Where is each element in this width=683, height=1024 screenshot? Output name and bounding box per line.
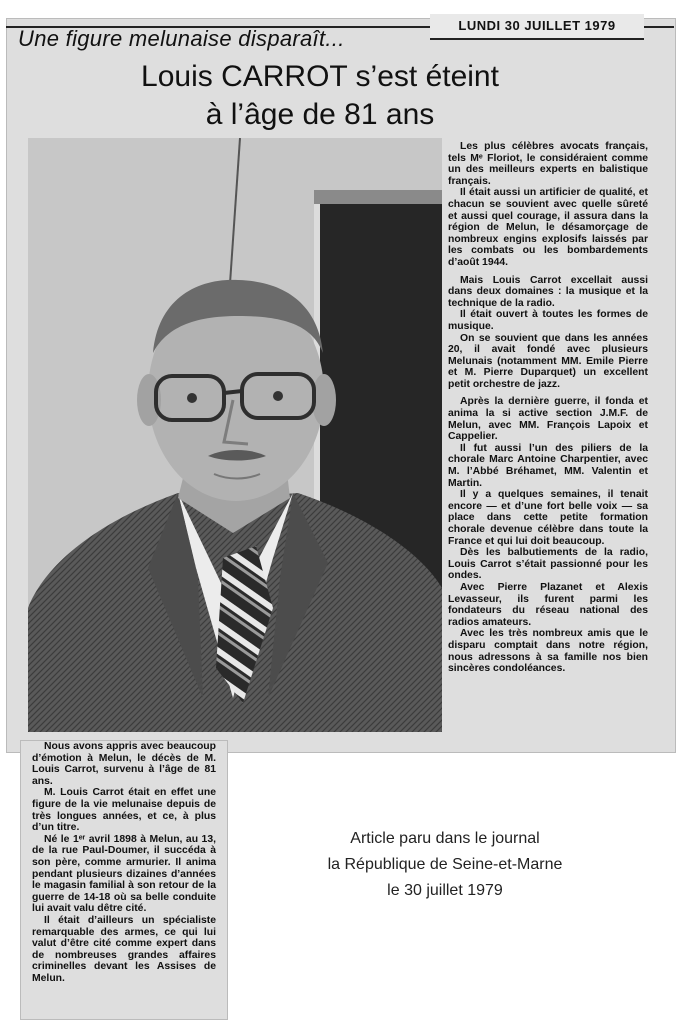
paragraph: Il fut aussi l’un des piliers de la chorale Marc Antoine Charpentier, avec M. l’Abbé Bréhamet, MM. Valentin et Martin. bbox=[448, 442, 648, 489]
paragraph: Mais Louis Carrot excellait aussi dans deux domaines : la musique et la technique de la radio. bbox=[448, 274, 648, 309]
paragraph: Il était d’ailleurs un spécialiste remarquable des armes, ce qui lui valut d’être cité comme expert dans de nombreuses grandes affaires criminelles devant les Assises de Melun. bbox=[32, 914, 216, 984]
paragraph: On se souvient que dans les années 20, il avait fondé avec plusieurs Melunais (notamment MM. Emile Pierre et M. Pierre Duparquet) un excellent petit orchestre de jazz. bbox=[448, 332, 648, 390]
issue-date: LUNDI 30 JUILLET 1979 bbox=[430, 14, 644, 40]
paragraph: M. Louis Carrot était en effet une figure de la vie melunaise depuis de très longues années, et ce, à plus d’un titre. bbox=[32, 787, 216, 834]
headline bbox=[40, 58, 600, 134]
header-rule-right bbox=[644, 26, 674, 28]
paragraph: Il était ouvert à toutes les formes de musique. bbox=[448, 309, 648, 332]
paragraph: Nous avons appris avec beaucoup d’émotion à Melun, le décès de M. Louis Carrot, survenu à l’âge de 81 ans. bbox=[32, 741, 216, 787]
paragraph: Les plus célèbres avocats français, tels Mᵉ Floriot, le considéraient comme un des meilleurs experts en balistique français. bbox=[448, 141, 648, 187]
portrait-photo bbox=[28, 138, 442, 732]
paragraph: Il y a quelques semaines, il tenait encore — et d’une fort belle voix — sa place dans cette petite formation chorale devenue célèbre dans toute la France et qui lui doit beaucoup. bbox=[448, 489, 648, 547]
kicker: Une figure melunaise disparaît... bbox=[18, 26, 345, 51]
caption-line-1: Article paru dans le journal bbox=[350, 830, 540, 847]
paragraph: Avec les très nombreux amis que le disparu comptait dans notre région, nous adressons à sa famille nos bien sincères condoléances. bbox=[448, 628, 648, 675]
paragraph: Dès les balbutiements de la radio, Louis Carrot s’était passionné pour les ondes. bbox=[448, 547, 648, 582]
paragraph: Il était aussi un artificier de qualité, et chacun se souvient avec quelle sûreté et aussi quel courage, il assura dans la région de Melun, le désamorçage de nombreux engins explosifs laissés par les combats ou les bombardements d’août 1944. bbox=[448, 187, 648, 268]
headline-line-2: à l’âge de 81 ans bbox=[205, 98, 435, 131]
paragraph: Avec Pierre Plazanet et Alexis Levasseur, ils furent parmi les fondateurs du réseau national des radios amateurs. bbox=[448, 581, 648, 628]
paragraph: Après la dernière guerre, il fonda et anima la si active section J.M.F. de Melun, avec MM. François Lapoix et Cappelier. bbox=[448, 396, 648, 443]
caption-line-2: la République de Seine-et-Marne bbox=[327, 856, 563, 873]
caption-line-3: le 30 juillet 1979 bbox=[387, 882, 503, 899]
source-caption bbox=[270, 826, 620, 904]
article-column-left bbox=[32, 741, 216, 984]
headline-line-1: Louis CARROT s’est éteint bbox=[141, 60, 499, 93]
paragraph: Né le 1ᵉʳ avril 1898 à Melun, au 13, de la rue Paul-Doumer, il succéda à son père, comme armurier. Il anima pendant plusieurs dizaines d’années le magasin familial à son retour de la guerre de 14-18 où sa belle conduite lui avait valu dêtre cité. bbox=[32, 833, 216, 915]
article-column-right bbox=[448, 141, 648, 675]
